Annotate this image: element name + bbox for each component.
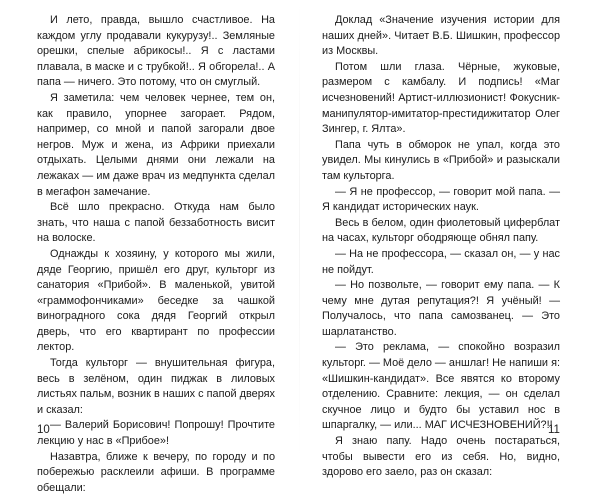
right-page [300, 0, 600, 479]
page-number: 10 [37, 424, 50, 436]
paragraph: Однажды к хозяину, у которого мы жили, дяде Георгию, пришёл его друг, культорг из санатория «Прибой». В маленькой, увитой «граммофончиками» беседке за чашкой виноградного сока дядя Георгий открыл дверь, что его квартирант по профессии лектор. [37, 247, 275, 354]
paragraph: — На не профессора, — сказал он, — у нас не пойдут. [322, 247, 560, 276]
paragraph: Всё шло прекрасно. Откуда нам было знать, что наша с папой беззаботность висит на волоске. [37, 201, 275, 245]
paragraph: Назавтра, ближе к вечеру, по городу и по побережью расклеили афиши. В программе обещали: [37, 450, 275, 494]
right-page-text [322, 13, 560, 481]
paragraph: Я знаю папу. Надо очень постараться, чтобы вывести его из себя. Но, видно, здорово его заело, раз он сказал: [322, 435, 560, 479]
paragraph: — Я не профессор, — говорит мой папа. — Я кандидат исторических наук. [322, 185, 560, 214]
paragraph: Потом шли глаза. Чёрные, жуковые, размером с камбалу. И подпись! «Маг исчезновений! Артист-иллюзионист! Фокусник-манипулятор-имитатор-престидижитатор Олег Зингер, г. Ялта». [322, 60, 560, 136]
paragraph: Я заметила: чем человек чернее, тем он, как правило, упорнее загорает. Рядом, например, со мной и папой загорали двое негров. Муж и жена, из Африки приехали отдыхать. Целыми днями они лежали на лежаках — им даже врач из медпункта сделал в мегафон замечание. [37, 91, 275, 198]
paragraph: Весь в белом, один фиолетовый циферблат на часах, культорг ободряюще обнял папу. [322, 216, 560, 245]
paragraph: Доклад «Значение изучения истории для наших дней». Читает В.Б. Шишкин, профессор из Москвы. [322, 14, 560, 58]
paragraph: Тогда культорг — внушительная фигура, весь в зелёном, один пиджак в лиловых листьях пальм, возник в наших с папой дверях и сказал: [37, 357, 275, 416]
paragraph: — Но позвольте, — говорит ему папа. — К чему мне дутая репутация?! Я учёный! — Получалось, что папа самозванец. — Это шарлатанство. [322, 279, 560, 338]
paragraph: — Валерий Борисович! Попрошу! Прочтите лекцию у нас в «Прибое»! [37, 419, 275, 448]
paragraph: И лето, правда, вышло счастливое. На каждом углу продавали кукурузу!.. Земляные орешки, спелые абрикосы!.. Я с ластами плавала, в маске и с трубкой!.. Я обгорела!.. А папа — ничего. Это потому, что он смуглый. [37, 14, 275, 89]
paragraph: — Это реклама, — спокойно возразил культорг. — Моё дело — аншлаг! Не напиши я: «Шишкин-кандидат». Все явятся ко второму отделению. Сравните: лекция, — он сделал скучное лицо и будто бы уставил нос в шпаргалку, — или... МАГ ИСЧЕЗНОВЕНИЙ?!! [322, 341, 560, 432]
paragraph: Папа чуть в обморок не упал, когда это увидел. Мы кинулись в «Прибой» и разыскали там культорга. [322, 138, 560, 182]
left-page-text [37, 13, 275, 496]
page-number: 11 [548, 424, 560, 436]
left-page [0, 0, 300, 494]
